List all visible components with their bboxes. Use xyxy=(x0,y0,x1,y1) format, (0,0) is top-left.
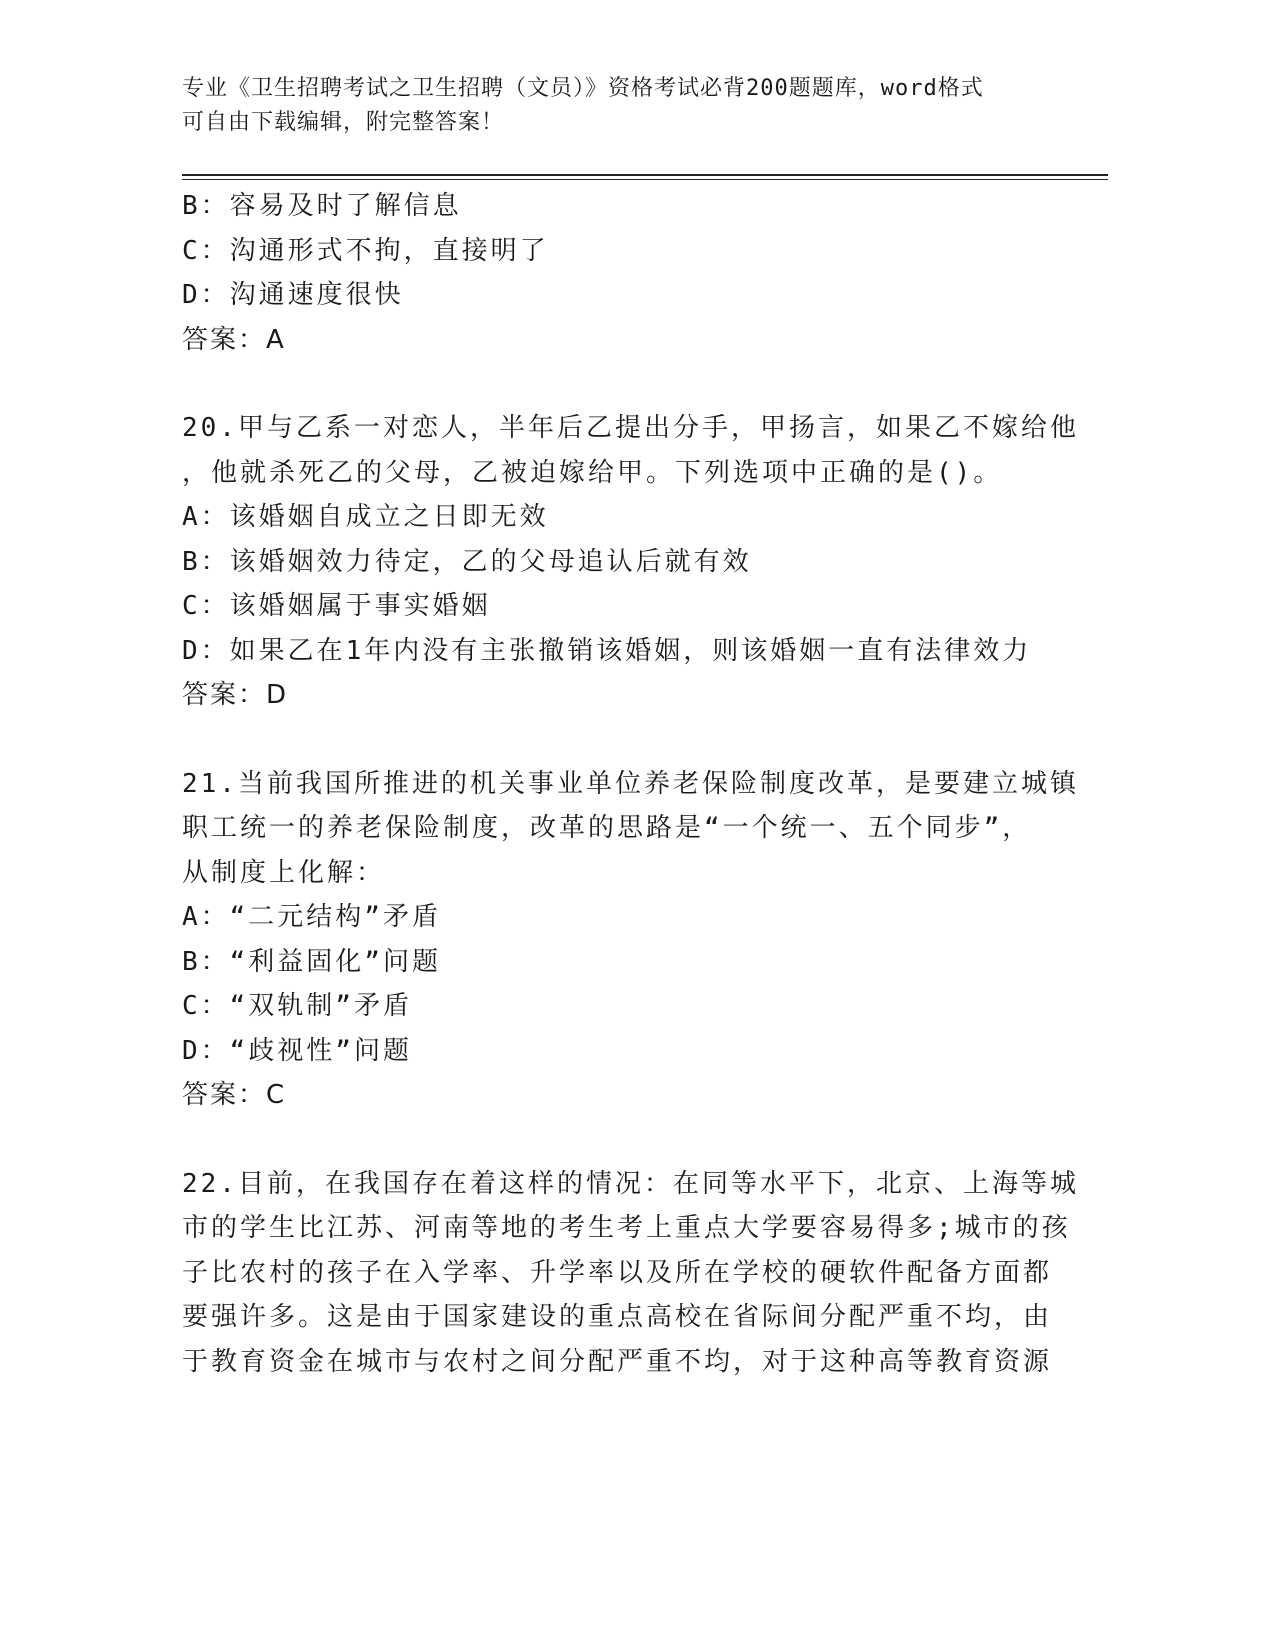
spacer xyxy=(182,1118,1082,1162)
question-text-line: 市的学生比江苏、河南等地的考生考上重点大学要容易得多;城市的孩 xyxy=(182,1213,1071,1243)
option-a: A：该婚姻自成立之日即无效 xyxy=(182,502,549,532)
question-text-line: 于教育资金在城市与农村之间分配严重不均，对于这种高等教育资源 xyxy=(182,1346,1053,1377)
spacer xyxy=(182,362,1082,406)
header-title-line-2: 可自由下载编辑，附完整答案！ xyxy=(182,110,505,135)
question-text-line: ，他就杀死乙的父母，乙被迫嫁给甲。下列选项中正确的是()。 xyxy=(182,457,1003,488)
spacer xyxy=(182,718,1082,762)
question-19-continued xyxy=(182,184,1082,362)
question-text-line: 要强许多。这是由于国家建设的重点高校在省际间分配严重不均，由 xyxy=(182,1302,1053,1332)
option-b: B：容易及时了解信息 xyxy=(182,191,462,221)
question-21 xyxy=(182,762,1082,1118)
question-text-line: 20.甲与乙系一对恋人，半年后乙提出分手，甲扬言，如果乙不嫁给他 xyxy=(182,413,1079,443)
option-d: D：“歧视性”问题 xyxy=(182,1035,412,1066)
question-22 xyxy=(182,1162,1082,1385)
question-content xyxy=(182,184,1082,1384)
header-divider-thick xyxy=(182,174,1108,176)
question-20 xyxy=(182,406,1082,718)
option-a: A：“二元结构”矛盾 xyxy=(182,902,441,932)
page-header xyxy=(182,72,1062,140)
option-c: C：该婚姻属于事实婚姻 xyxy=(182,591,491,621)
question-text-line: 职工统一的养老保险制度，改革的思路是“一个统一、五个同步”， xyxy=(182,813,1032,843)
question-text-line: 子比农村的孩子在入学率、升学率以及所在学校的硬软件配备方面都 xyxy=(182,1257,1053,1288)
header-divider-thin xyxy=(182,179,1108,180)
answer: 答案：A xyxy=(182,324,286,355)
option-b: B：该婚姻效力待定，乙的父母追认后就有效 xyxy=(182,546,752,577)
question-text-line: 21.当前我国所推进的机关事业单位养老保险制度改革，是要建立城镇 xyxy=(182,768,1079,799)
answer: 答案：C xyxy=(182,1080,287,1110)
option-c: C：沟通形式不拘，直接明了 xyxy=(182,235,549,266)
option-b: B：“利益固化”问题 xyxy=(182,946,441,977)
question-text-line: 22.目前，在我国存在着这样的情况：在同等水平下，北京、上海等城 xyxy=(182,1168,1079,1199)
header-title-line-1: 专业《卫生招聘考试之卫生招聘（文员）》资格考试必背200题题库，word格式 xyxy=(182,76,984,101)
option-d: D：如果乙在1年内没有主张撤销该婚姻，则该婚姻一直有法律效力 xyxy=(182,635,1032,666)
question-text-line: 从制度上化解： xyxy=(182,857,386,888)
option-d: D：沟通速度很快 xyxy=(182,280,404,310)
answer: 答案：D xyxy=(182,680,289,710)
option-c: C：“双轨制”矛盾 xyxy=(182,991,412,1021)
